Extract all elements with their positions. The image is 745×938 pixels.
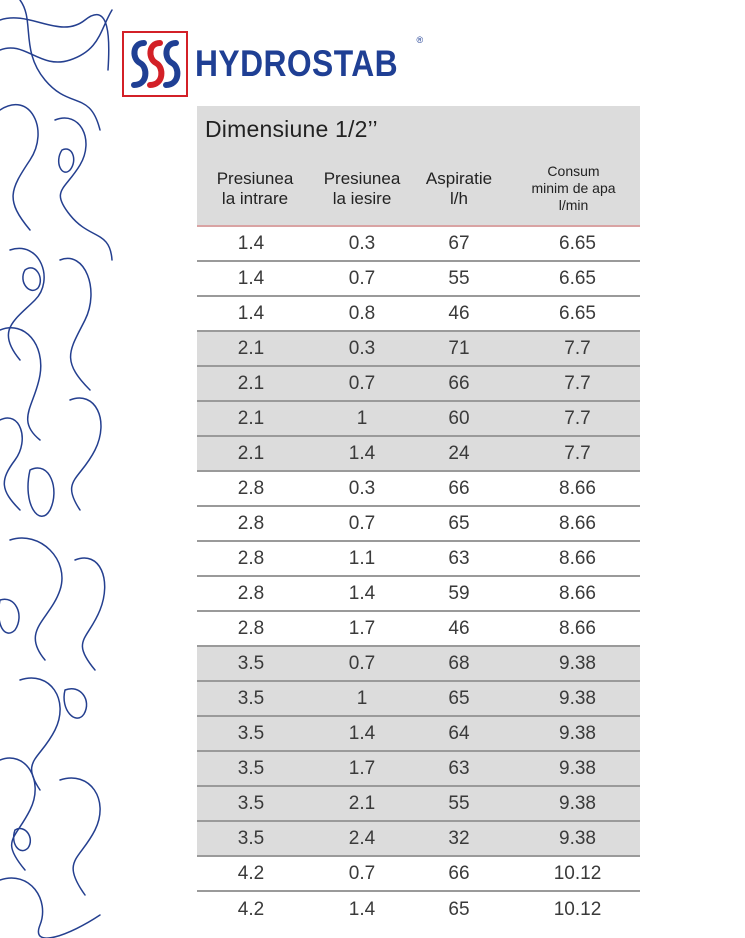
cell-inlet-pressure: 1.4: [237, 267, 265, 289]
cell-outlet-pressure: 1.4: [348, 722, 376, 744]
cell-suction: 66: [448, 372, 470, 394]
cell-min-consumption: 8.66: [559, 582, 596, 604]
topographic-lines-decoration: [0, 0, 115, 938]
cell-inlet-pressure: 1.4: [237, 302, 265, 324]
table-row: [197, 542, 640, 577]
table-row: [197, 612, 640, 647]
cell-suction: 65: [448, 687, 470, 709]
cell-suction: 59: [448, 582, 470, 604]
table-row: [197, 857, 640, 892]
cell-min-consumption: 9.38: [559, 792, 596, 814]
cell-outlet-pressure: 0.7: [348, 372, 376, 394]
cell-suction: 68: [448, 652, 470, 674]
table-row: [197, 822, 640, 857]
brand-logo: [122, 30, 431, 98]
table-row: [197, 332, 640, 367]
cell-inlet-pressure: 3.5: [237, 687, 265, 709]
cell-min-consumption: 10.12: [553, 898, 602, 920]
table-header-row: [197, 152, 640, 227]
cell-min-consumption: 8.66: [559, 512, 596, 534]
header-inlet-pressure: Presiunea la intrare: [216, 168, 294, 208]
cell-outlet-pressure: 1: [356, 687, 368, 709]
cell-min-consumption: 7.7: [564, 337, 591, 359]
table-row: [197, 647, 640, 682]
cell-outlet-pressure: 0.3: [348, 477, 376, 499]
cell-inlet-pressure: 2.8: [237, 477, 265, 499]
cell-min-consumption: 9.38: [559, 827, 596, 849]
cell-outlet-pressure: 0.7: [348, 512, 376, 534]
cell-inlet-pressure: 2.1: [237, 337, 265, 359]
cell-outlet-pressure: 1.1: [348, 547, 376, 569]
cell-min-consumption: 9.38: [559, 722, 596, 744]
brand-wordmark: [195, 31, 431, 97]
header-min-water-consumption: Consum minim de apa l/min: [531, 163, 616, 213]
cell-inlet-pressure: 2.8: [237, 512, 265, 534]
cell-inlet-pressure: 3.5: [237, 792, 265, 814]
cell-outlet-pressure: 1.7: [348, 757, 376, 779]
registered-mark: ®: [416, 35, 424, 45]
cell-outlet-pressure: 0.8: [348, 302, 376, 324]
cell-min-consumption: 9.38: [559, 687, 596, 709]
cell-suction: 55: [448, 267, 470, 289]
cell-min-consumption: 7.7: [564, 407, 591, 429]
table-row: [197, 437, 640, 472]
cell-outlet-pressure: 1.4: [348, 442, 376, 464]
table-row: [197, 577, 640, 612]
cell-min-consumption: 8.66: [559, 477, 596, 499]
hydrostab-sss-logo-icon: [122, 31, 188, 97]
brand-name: HYDROSTAB: [195, 43, 399, 84]
spec-table: [197, 106, 640, 927]
table-row: [197, 402, 640, 437]
cell-min-consumption: 6.65: [559, 267, 596, 289]
cell-inlet-pressure: 3.5: [237, 757, 265, 779]
cell-suction: 65: [448, 898, 470, 920]
table-title-bar: [197, 106, 640, 152]
cell-inlet-pressure: 4.2: [237, 898, 265, 920]
cell-outlet-pressure: 1.7: [348, 617, 376, 639]
cell-outlet-pressure: 0.7: [348, 862, 376, 884]
cell-inlet-pressure: 2.8: [237, 617, 265, 639]
cell-inlet-pressure: 3.5: [237, 652, 265, 674]
cell-suction: 66: [448, 477, 470, 499]
cell-outlet-pressure: 0.3: [348, 337, 376, 359]
cell-outlet-pressure: 1.4: [348, 898, 376, 920]
table-row: [197, 892, 640, 927]
cell-min-consumption: 7.7: [564, 442, 591, 464]
cell-min-consumption: 7.7: [564, 372, 591, 394]
cell-suction: 64: [448, 722, 470, 744]
cell-suction: 63: [448, 757, 470, 779]
cell-suction: 32: [448, 827, 470, 849]
cell-inlet-pressure: 3.5: [237, 827, 265, 849]
cell-suction: 46: [448, 617, 470, 639]
cell-suction: 71: [448, 337, 470, 359]
cell-outlet-pressure: 1: [356, 407, 368, 429]
header-outlet-pressure: Presiunea la iesire: [323, 168, 401, 208]
table-row: [197, 297, 640, 332]
cell-inlet-pressure: 2.1: [237, 407, 265, 429]
cell-suction: 60: [448, 407, 470, 429]
table-row: [197, 367, 640, 402]
cell-min-consumption: 6.65: [559, 232, 596, 254]
cell-min-consumption: 8.66: [559, 547, 596, 569]
cell-suction: 67: [448, 232, 470, 254]
cell-outlet-pressure: 2.1: [348, 792, 376, 814]
table-row: [197, 752, 640, 787]
table-row: [197, 507, 640, 542]
table-body: [197, 227, 640, 927]
cell-outlet-pressure: 1.4: [348, 582, 376, 604]
cell-suction: 66: [448, 862, 470, 884]
cell-inlet-pressure: 4.2: [237, 862, 265, 884]
cell-min-consumption: 9.38: [559, 757, 596, 779]
cell-min-consumption: 6.65: [559, 302, 596, 324]
cell-inlet-pressure: 2.1: [237, 372, 265, 394]
cell-inlet-pressure: 3.5: [237, 722, 265, 744]
cell-suction: 63: [448, 547, 470, 569]
cell-min-consumption: 9.38: [559, 652, 596, 674]
cell-suction: 24: [448, 442, 470, 464]
table-row: [197, 717, 640, 752]
cell-outlet-pressure: 0.7: [348, 652, 376, 674]
table-row: [197, 262, 640, 297]
table-row: [197, 472, 640, 507]
cell-suction: 65: [448, 512, 470, 534]
cell-suction: 46: [448, 302, 470, 324]
header-suction: Aspiratie l/h: [425, 168, 493, 208]
cell-inlet-pressure: 2.8: [237, 547, 265, 569]
cell-suction: 55: [448, 792, 470, 814]
table-title: Dimensiune 1/2’’: [205, 115, 378, 142]
cell-min-consumption: 8.66: [559, 617, 596, 639]
table-row: [197, 787, 640, 822]
cell-outlet-pressure: 2.4: [348, 827, 376, 849]
cell-inlet-pressure: 1.4: [237, 232, 265, 254]
cell-inlet-pressure: 2.8: [237, 582, 265, 604]
cell-outlet-pressure: 0.7: [348, 267, 376, 289]
cell-inlet-pressure: 2.1: [237, 442, 265, 464]
cell-min-consumption: 10.12: [553, 862, 602, 884]
table-row: [197, 227, 640, 262]
table-row: [197, 682, 640, 717]
cell-outlet-pressure: 0.3: [348, 232, 376, 254]
